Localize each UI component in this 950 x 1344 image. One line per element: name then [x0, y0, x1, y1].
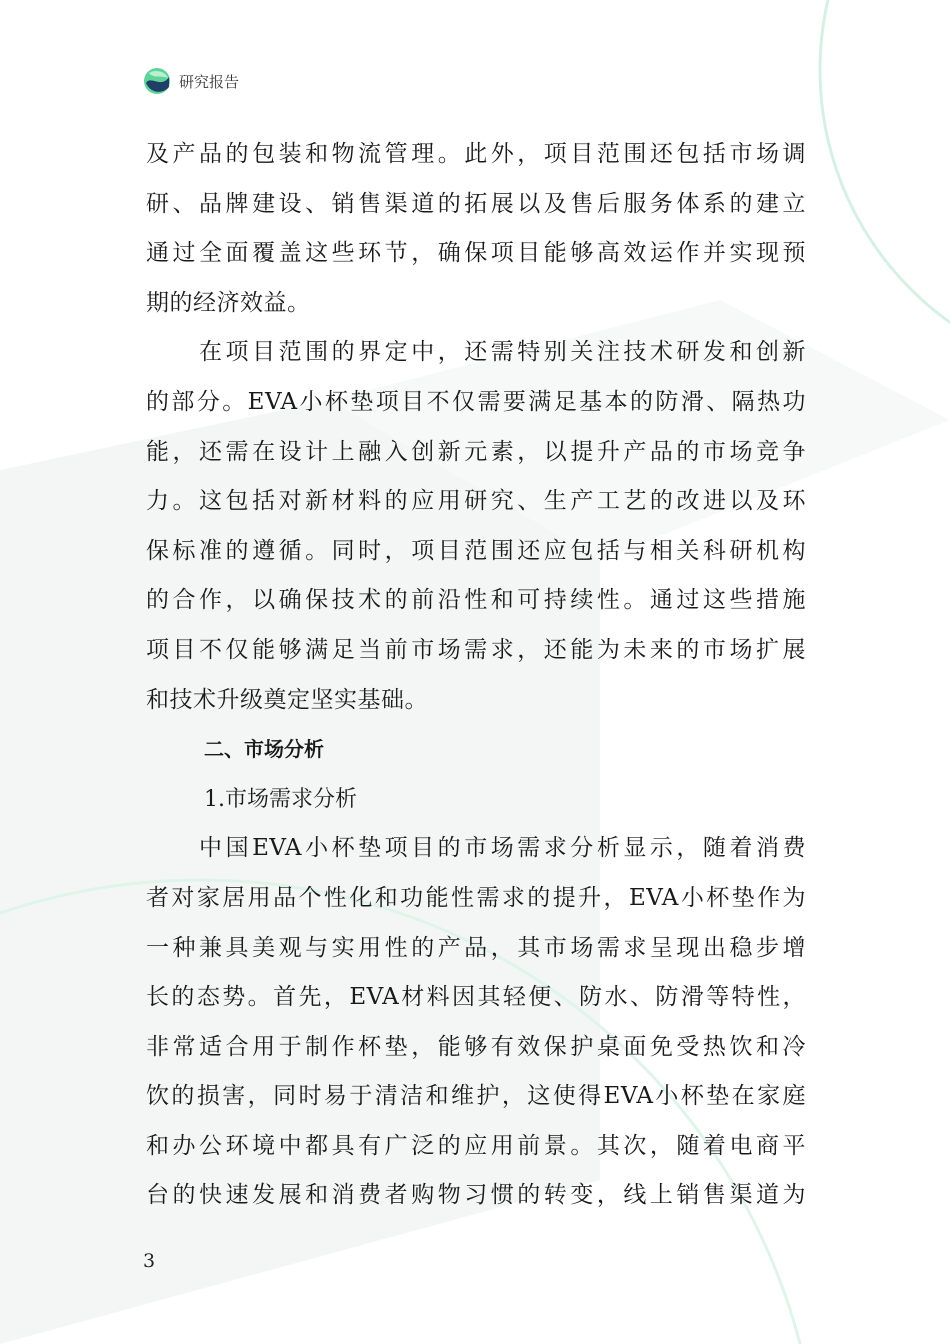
text-line: 的合作，以确保技术的前沿性和可持续性。通过这些措施: [146, 587, 806, 614]
paragraph-3: [146, 824, 806, 1221]
text-line: 中国EVA小杯垫项目的市场需求分析显示，随着消费: [146, 835, 806, 862]
header-title: 研究报告: [179, 72, 240, 91]
text-line: 期的经济效益。: [146, 289, 311, 316]
text-line: 研、品牌建设、销售渠道的拓展以及售后服务体系的建立: [146, 190, 806, 217]
text-line: 能，还需在设计上融入创新元素，以提升产品的市场竞争: [146, 438, 806, 465]
text-line: 者对家居用品个性化和功能性需求的提升，EVA小杯垫作为: [146, 884, 806, 911]
text-line: 保标准的遵循。同时，项目范围还应包括与相关科研机构: [146, 537, 806, 564]
text-line: 非常适合用于制作杯垫，能够有效保护桌面免受热饮和冷: [146, 1033, 806, 1060]
text-line: 项目不仅能够满足当前市场需求，还能为未来的市场扩展: [146, 636, 806, 663]
text-line: 台的快速发展和消费者购物习惯的转变，线上销售渠道为: [146, 1182, 806, 1209]
page-number: 3: [143, 1250, 156, 1272]
text-line: 长的态势。首先，EVA材料因其轻便、防水、防滑等特性，: [146, 984, 806, 1011]
section-heading: 二、市场分析: [204, 737, 324, 762]
text-line: 的部分。EVA小杯垫项目不仅需要满足基本的防滑、隔热功: [146, 388, 806, 415]
document-body: [146, 130, 806, 1221]
text-line: 及产品的包装和物流管理。此外，项目范围还包括市场调: [146, 141, 806, 167]
report-logo-icon: [143, 67, 171, 95]
subsection-heading: 1.市场需求分析: [204, 786, 357, 812]
text-line: 力。这包括对新材料的应用研究、生产工艺的改进以及环: [146, 488, 806, 515]
text-line: 和办公环境中都具有广泛的应用前景。其次，随着电商平: [146, 1132, 806, 1159]
text-line: 饮的损害，同时易于清洁和维护，这使得EVA小杯垫在家庭: [146, 1083, 806, 1110]
page-header: [143, 66, 239, 96]
text-line: 在项目范围的界定中，还需特别关注技术研发和创新: [146, 339, 806, 366]
paragraph-2: [146, 328, 806, 725]
text-line: 和技术升级奠定坚实基础。: [146, 686, 428, 713]
text-line: 一种兼具美观与实用性的产品，其市场需求呈现出稳步增: [146, 934, 806, 961]
text-line: 通过全面覆盖这些环节，确保项目能够高效运作并实现预: [146, 240, 806, 267]
paragraph-1: [146, 130, 806, 328]
